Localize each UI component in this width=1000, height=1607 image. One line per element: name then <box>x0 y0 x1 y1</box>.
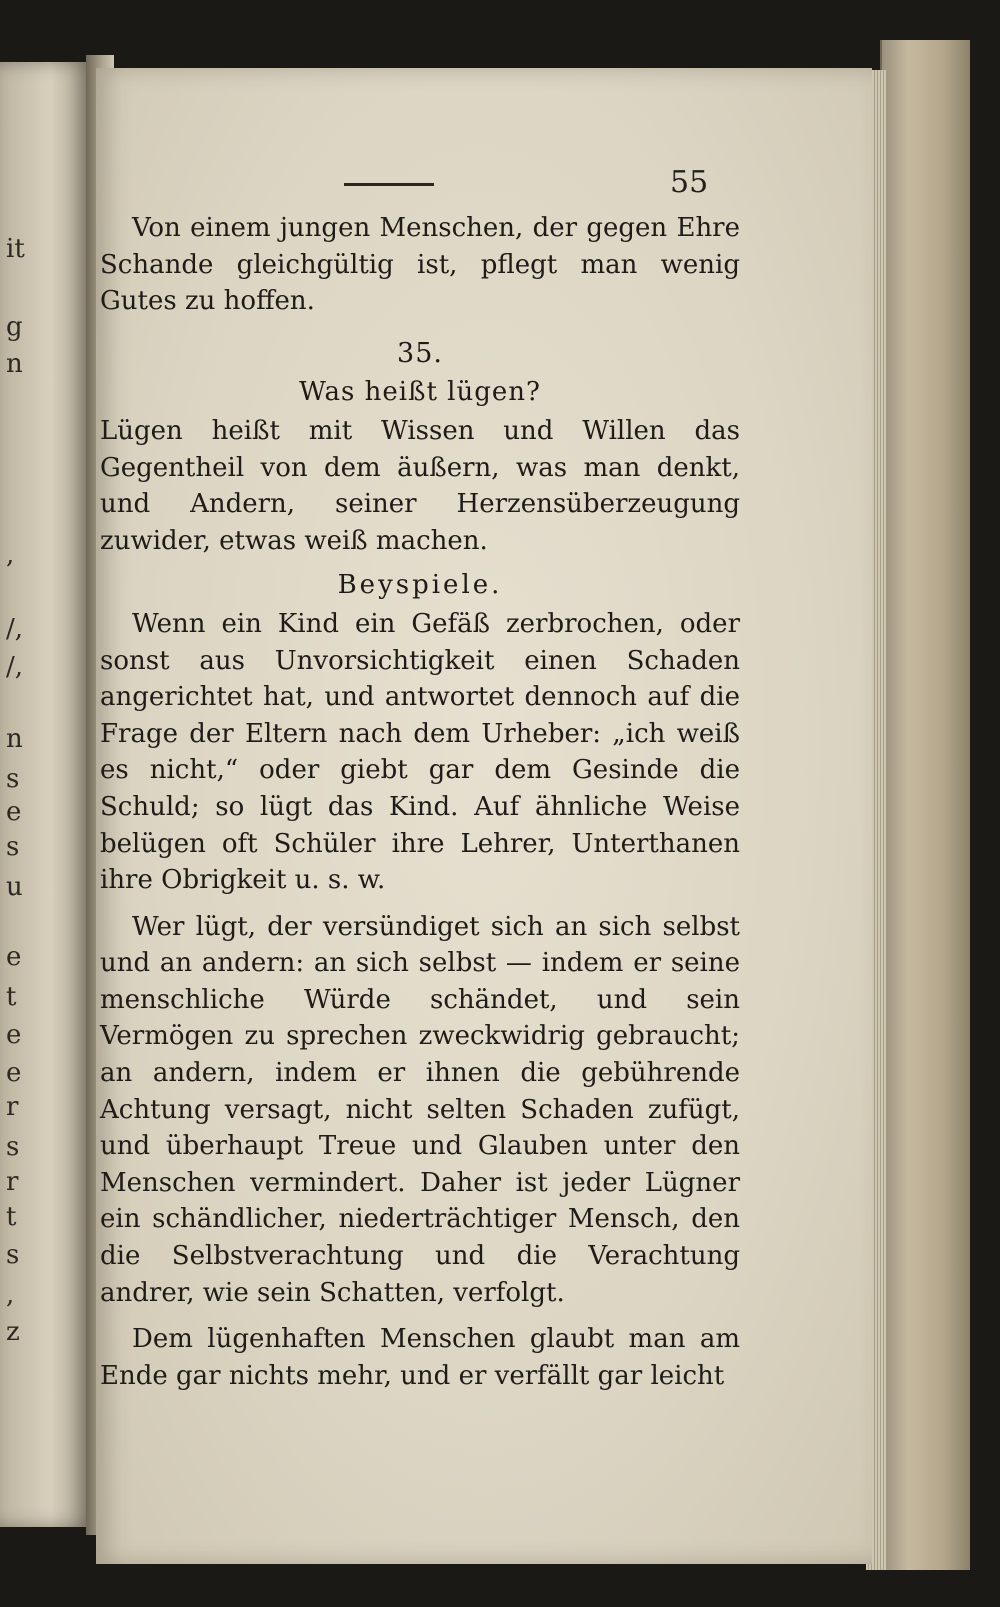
left-page-fragment: /, <box>6 652 24 682</box>
last-paragraph: Dem lügenhaften Menschen glaubt man am Ende gar nichts mehr, und er verfällt gar leicht <box>100 1324 740 1391</box>
example-paragraph: Wenn ein Kind ein Gefäß zerbrochen, oder sonst aus Unvorsichtigkeit einen Schaden angerichtet hat, und antwortet dennoch auf die Frage der Eltern nach dem Urheber: „ich weiß es nicht,“ oder giebt gar dem Gesinde die Schuld; so lügt das Kind. Auf ähnliche Weise belügen oft Schüler ihre Lehrer, Unterthanen ihre Obrigkeit u. s. w. <box>100 608 740 896</box>
section-number: 35. <box>397 337 443 369</box>
left-page-fragment: n <box>6 724 23 754</box>
left-page-edge <box>0 62 92 1527</box>
left-page-fragment: /, <box>6 614 24 644</box>
left-page-fragment: e <box>6 942 22 972</box>
left-page-fragment: e <box>6 1058 22 1088</box>
sin-paragraph: Wer lügt, der versündiget sich an sich selbst und an andern: an sich selbst — indem er seine menschliche Würde schändet, und sein Vermögen zu sprechen zweckwidrig gebraucht; an andern, indem er ihnen die gebührende Achtung versagt, nicht selten Schaden zufügt, und überhaupt Treue und Glauben unter den Menschen vermindert. Daher ist jeder Lügner ein schändlicher, niederträchtiger Mensch, den die Selbstverachtung und die Verachtung andrer, wie sein Schatten, verfolgt. <box>100 911 740 1308</box>
left-page-fragment: t <box>6 1202 17 1232</box>
left-page-fragment: g <box>6 312 23 342</box>
left-page-fragment: n <box>6 349 23 379</box>
left-page-fragment: u <box>6 872 23 902</box>
section-title: Was heißt lügen? <box>299 377 541 408</box>
right-page <box>96 68 872 1564</box>
page-number: 55 <box>670 165 709 200</box>
left-page-fragment: , <box>6 1280 15 1310</box>
left-page-fragment: s <box>6 1132 20 1162</box>
book-cover-edge <box>880 40 970 1570</box>
left-page-fragment: e <box>6 797 22 827</box>
page-text <box>100 210 740 1394</box>
examples-heading: Beyspiele. <box>337 570 503 601</box>
left-page-fragment: , <box>6 540 15 570</box>
intro-paragraph: Von einem jungen Menschen, der gegen Ehre Schande gleichgültig ist, pflegt man wenig Gutes zu hoffen. <box>100 213 740 317</box>
left-page-fragment: r <box>6 1167 19 1197</box>
left-page-fragment: s <box>6 764 20 794</box>
left-page-fragment: s <box>6 1240 20 1270</box>
left-page-fragment: e <box>6 1020 22 1050</box>
left-page-fragment: z <box>6 1317 20 1347</box>
left-page-fragment: t <box>6 982 17 1012</box>
left-page-fragment: r <box>6 1092 19 1122</box>
definition-paragraph: Lügen heißt mit Wissen und Willen das Gegentheil von dem äußern, was man denkt, und Andern, seiner Herzensüberzeugung zuwider, etwas weiß machen. <box>100 415 740 556</box>
left-page-fragment: s <box>6 832 20 862</box>
header-rule <box>344 183 434 186</box>
left-page-fragment: it <box>6 234 25 264</box>
